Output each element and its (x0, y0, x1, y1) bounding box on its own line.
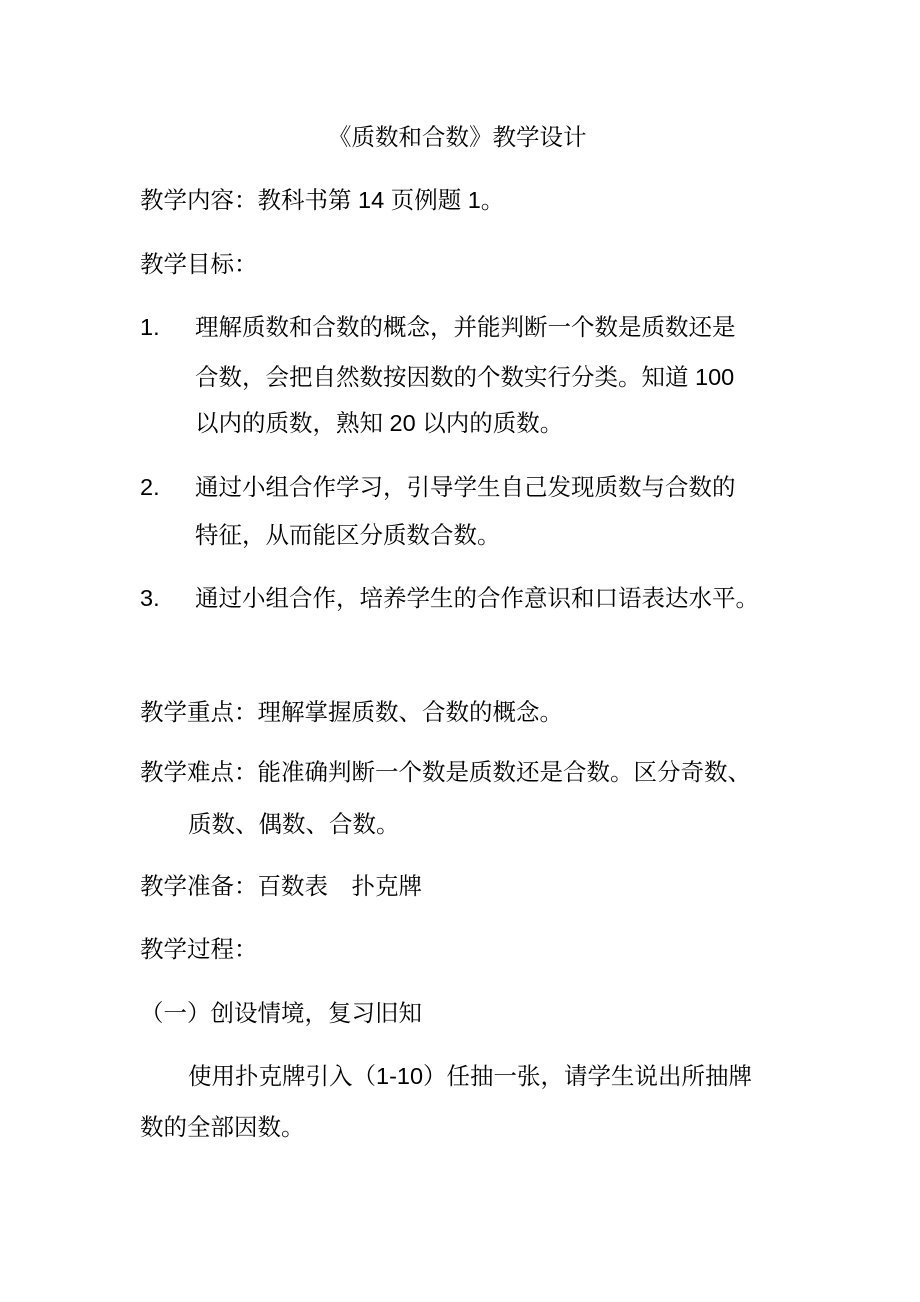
preparation: 教学准备：百数表 扑克牌 (140, 873, 422, 899)
objective-number: 2. (140, 474, 160, 500)
key-point: 教学重点：理解掌握质数、合数的概念。 (140, 699, 563, 725)
objective-number: 3. (140, 585, 160, 611)
difficulty-line: 教学难点：能准确判断一个数是质数还是合数。区分奇数、 (140, 759, 751, 785)
objective-line: 以内的质数，熟知 20 以内的质数。 (195, 410, 564, 436)
process-heading: 教学过程： (140, 936, 258, 962)
objective-line: 通过小组合作，培养学生的合作意识和口语表达水平。 (195, 585, 759, 611)
paragraph-line: 数的全部因数。 (140, 1114, 305, 1140)
objective-line: 合数，会把自然数按因数的个数实行分类。知道 100 (195, 364, 735, 390)
paragraph-line: 使用扑克牌引入（1-10）任抽一张，请学生说出所抽牌 (188, 1063, 753, 1089)
document-title: 《质数和合数》教学设计 (328, 124, 587, 150)
objectives-heading: 教学目标： (140, 251, 258, 277)
difficulty-line: 质数、偶数、合数。 (188, 811, 400, 837)
section-heading: （一）创设情境，复习旧知 (140, 1000, 422, 1026)
objective-line: 特征，从而能区分质数合数。 (195, 522, 501, 548)
objective-line: 通过小组合作学习，引导学生自己发现质数与合数的 (195, 474, 736, 500)
teaching-content: 教学内容：教科书第 14 页例题 1。 (140, 187, 505, 213)
objective-line: 理解质数和合数的概念，并能判断一个数是质数还是 (195, 314, 736, 340)
objective-number: 1. (140, 314, 160, 340)
